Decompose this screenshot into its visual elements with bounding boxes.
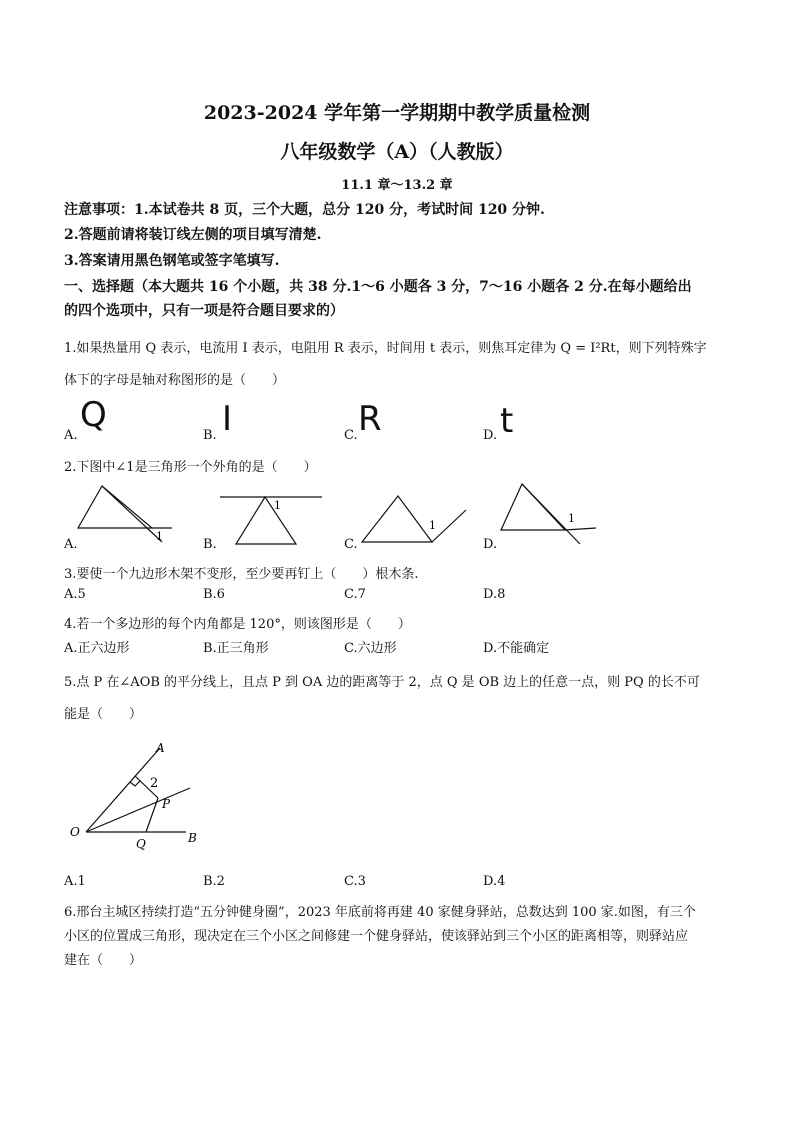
q5-figure (64, 738, 214, 854)
page-title: 2023-2024 学年第一学期期中教学质量检测 (203, 102, 591, 124)
q1-option-a-label: A. (64, 428, 78, 443)
q5-line1: 5.点 P 在∠AOB 的平分线上，且点 P 到 OA 边的距离等于 2，点 Q 是 OB 边上的任意一点，则 PQ 的长不可 (64, 675, 700, 690)
q1-line1: 1.如果热量用 Q 表示，电流用 I 表示，电阻用 R 表示，时间用 t 表示，则焦耳定律为 Q = I²Rt，则下列特殊字 (64, 341, 707, 356)
q1-option-a-glyph: Q (80, 395, 107, 435)
q6-line3: 建在（ ） (64, 953, 143, 968)
q1-line2: 体下的字母是轴对称图形的是（ ） (64, 373, 286, 388)
q2-d-base-extension (565, 528, 596, 530)
q3-text: 3.要使一个九边形木架不变形，至少要再钉上（ ）根木条. (64, 567, 419, 582)
q1-option-b-glyph: I (222, 399, 233, 439)
chapter-scope: 11.1 章～13.2 章 (341, 178, 453, 193)
q5-label-a: A (156, 741, 165, 755)
note-1: 注意事项：1.本试卷共 8 页，三个大题，总分 120 分，考试时间 120 分钟. (64, 202, 545, 218)
section-heading-line1: 一、选择题（本大题共 16 个小题，共 38 分.1～6 小题各 3 分，7～16 小题各 2 分.在每小题给出 (64, 279, 692, 295)
q5-option-b: B.2 (203, 874, 225, 889)
q5-label-p: P (162, 797, 171, 811)
q1-option-b-label: B. (203, 428, 217, 443)
q5-option-c: C.3 (344, 874, 366, 889)
q4-option-c: C.六边形 (344, 641, 397, 656)
note-3: 3.答案请用黑色钢笔或签字笔填写. (64, 253, 280, 269)
q2-option-b: B. (203, 537, 217, 552)
page-subtitle: 八年级数学（A）（人教版） (280, 141, 514, 163)
q4-text: 4.若一个多边形的每个内角都是 120°，则该图形是（ ） (64, 617, 411, 632)
q2-c-extension (432, 510, 466, 542)
q5-option-a: A.1 (64, 874, 86, 889)
q2-b-angle-label: 1 (274, 499, 281, 512)
q2-a-angle-label: 1 (156, 530, 163, 543)
q2-d-angle-label: 1 (568, 512, 575, 525)
note-2: 2.答题前请将装订线左侧的项目填写清楚. (64, 227, 322, 243)
q5-line2: 能是（ ） (64, 707, 143, 722)
q5-option-d: D.4 (483, 874, 506, 889)
q1-option-c-glyph: R (358, 399, 382, 439)
q4-option-a: A.正六边形 (64, 641, 130, 656)
q5-segment-pq (146, 798, 158, 832)
q5-bisector (86, 788, 190, 832)
q1-option-c-label: C. (344, 428, 358, 443)
q2-figures (60, 478, 620, 550)
q4-option-b: B.正三角形 (203, 641, 269, 656)
q2-option-a: A. (64, 537, 78, 552)
q6-line1: 6.邢台主城区持续打造“五分钟健身圈”，2023 年底前将再建 40 家健身驿站，总数达到 100 家.如图，有三个 (64, 905, 696, 920)
q5-label-b: B (188, 831, 197, 845)
q5-right-angle-mark (130, 781, 140, 786)
q2-c-angle-label: 1 (429, 519, 436, 532)
q3-option-c: C.7 (344, 587, 366, 602)
q5-label-o: O (70, 825, 80, 839)
q2-option-d: D. (483, 537, 498, 552)
q2-option-c: C. (344, 537, 358, 552)
q1-option-d-label: D. (483, 428, 498, 443)
q2-b-triangle (236, 497, 296, 544)
q2-c-triangle (362, 496, 432, 542)
q2-a-extension (102, 486, 162, 542)
q6-line2: 小区的位置成三角形，现决定在三个小区之间修建一个健身驿站，使该驿站到三个小区的距离相等，则驿站应 (64, 929, 689, 944)
q2-text: 2.下图中∠1是三角形一个外角的是（ ） (64, 460, 317, 475)
q3-option-d: D.8 (483, 587, 506, 602)
q5-label-q: Q (136, 837, 146, 851)
q4-option-d: D.不能确定 (483, 641, 550, 656)
section-heading-line2: 的四个选项中，只有一项是符合题目要求的） (64, 303, 344, 319)
q3-option-b: B.6 (203, 587, 225, 602)
q2-d-triangle (501, 484, 565, 530)
q3-option-a: A.5 (64, 587, 86, 602)
q1-option-d-glyph: t (500, 401, 514, 441)
q5-label-2: 2 (150, 776, 159, 791)
